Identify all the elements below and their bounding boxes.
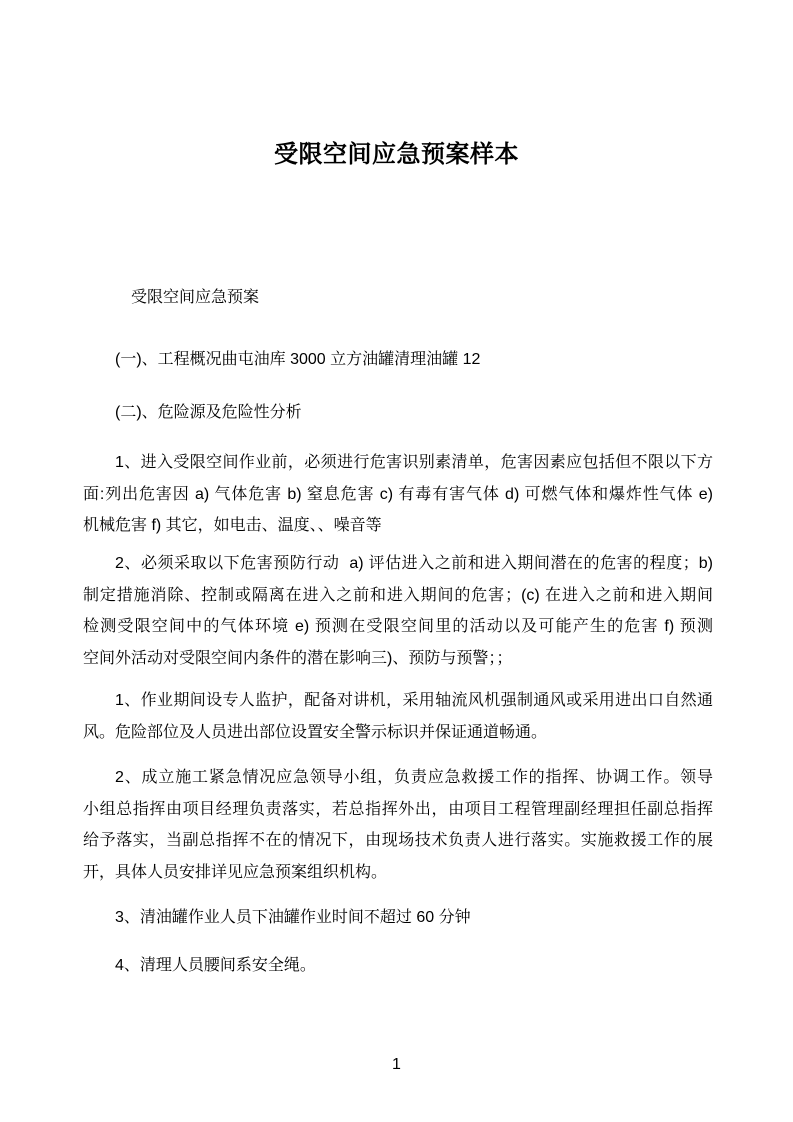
paragraph-line: 1、进入受限空间作业前，必须进行危害识别素清单，危害因素应包括但不限以下方: [115, 454, 713, 471]
paragraph-line: 2、必须采取以下危害预防行动 a) 评估进入之前和进入期间潜在的危害的程度；b): [115, 555, 713, 572]
list-item-4: 4、清理人员腰间系安全绳。: [115, 957, 316, 974]
paragraph-line: 2、成立施工紧急情况应急领导小组，负责应急救援工作的指挥、协调工作。领导: [115, 769, 713, 786]
subtitle-line: 受限空间应急预案: [131, 289, 260, 306]
section-1-heading: (一)、工程概况曲屯油库 3000 立方油罐清理油罐 12: [115, 351, 481, 368]
paragraph-line: 检测受限空间中的气体环境 e) 预测在受限空间里的活动以及可能产生的危害 f) 预测: [83, 618, 713, 635]
paragraph-line: 面:列出危害因 a) 气体危害 b) 窒息危害 c) 有毒有害气体 d) 可燃气体和爆炸性气体 e): [83, 486, 713, 503]
page-number: 1: [392, 1056, 401, 1073]
paragraph-line: 1、作业期间设专人监护，配备对讲机，采用轴流风机强制通风或采用进出口自然通: [115, 692, 713, 709]
document-title: 受限空间应急预案样本: [274, 141, 519, 168]
section-2-heading: (二)、危险源及危险性分析: [115, 404, 302, 421]
paragraph-line: 制定措施消除、控制或隔离在进入之前和进入期间的危害；(c) 在进入之前和进入期间: [83, 587, 713, 604]
paragraph-line: 机械危害 f) 其它，如电击、温度、、噪音等: [83, 517, 382, 534]
paragraph-line: 风。危险部位及人员进出部位设置安全警示标识并保证通道畅通。: [83, 724, 548, 741]
paragraph-line: 给予落实，当副总指挥不在的情况下，由现场技术负责人进行落实。实施救援工作的展: [83, 832, 713, 849]
paragraph-line: 开，具体人员安排详见应急预案组织机构。: [83, 864, 388, 881]
list-item-3: 3、清油罐作业人员下油罐作业时间不超过 60 分钟: [115, 909, 471, 926]
paragraph-line: 空间外活动对受限空间内条件的潜在影响三)、预防与预警；；: [83, 650, 513, 667]
paragraph-line: 小组总指挥由项目经理负责落实，若总指挥外出，由项目工程管理副经理担任副总指挥: [83, 801, 713, 818]
